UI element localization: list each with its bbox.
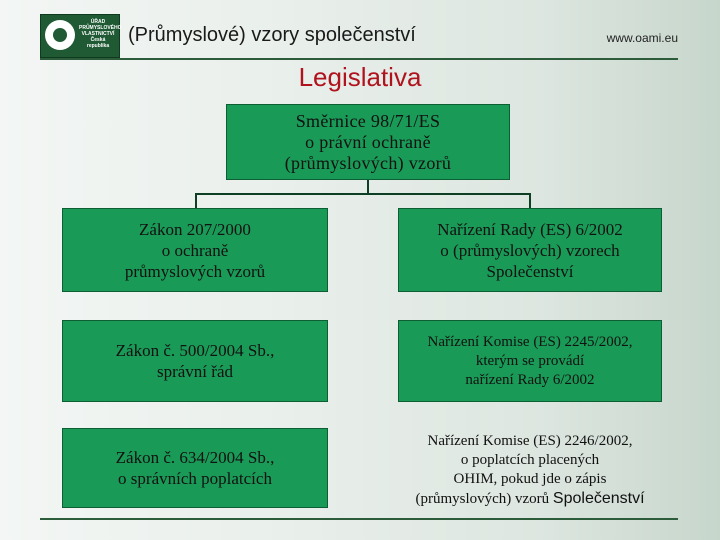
header-divider — [40, 58, 678, 60]
regulation-2245-2002-box: Nařízení Komise (ES) 2245/2002, kterým se provádí nařízení Rady 6/2002 — [398, 320, 662, 402]
slide-header-title: (Průmyslové) vzory společenství — [128, 24, 416, 46]
logo-emblem-icon — [45, 20, 75, 50]
regulation-2246-2002-box: Nařízení Komise (ES) 2246/2002, o poplatcích placených OHIM, pokud jde o zápis (průmyslových) vzorů Společenství — [415, 432, 645, 507]
slide-heading: Legislativa — [298, 62, 422, 92]
logo-text: ÚŘAD PRŮMYSLOVÉHO VLASTNICTVÍ Česká republika — [79, 19, 122, 49]
connector-horizontal — [195, 193, 531, 195]
office-logo — [40, 14, 120, 58]
header-url: www.oami.eu — [606, 31, 678, 45]
act-500-2004-box: Zákon č. 500/2004 Sb., správní řád — [62, 320, 328, 402]
connector-right-drop — [529, 193, 531, 208]
regulation-6-2002-box: Nařízení Rady (ES) 6/2002 o (průmyslových) vzorech Společenství — [398, 208, 662, 292]
act-634-2004-box: Zákon č. 634/2004 Sb., o správních poplatcích — [62, 428, 328, 508]
connector-root-down — [367, 180, 369, 194]
footer-divider — [40, 518, 678, 520]
connector-left-drop — [195, 193, 197, 208]
directive-98-71-box: Směrnice 98/71/ES o právní ochraně (průmyslových) vzorů — [226, 104, 510, 180]
act-207-2000-box: Zákon 207/2000 o ochraně průmyslových vzorů — [62, 208, 328, 292]
